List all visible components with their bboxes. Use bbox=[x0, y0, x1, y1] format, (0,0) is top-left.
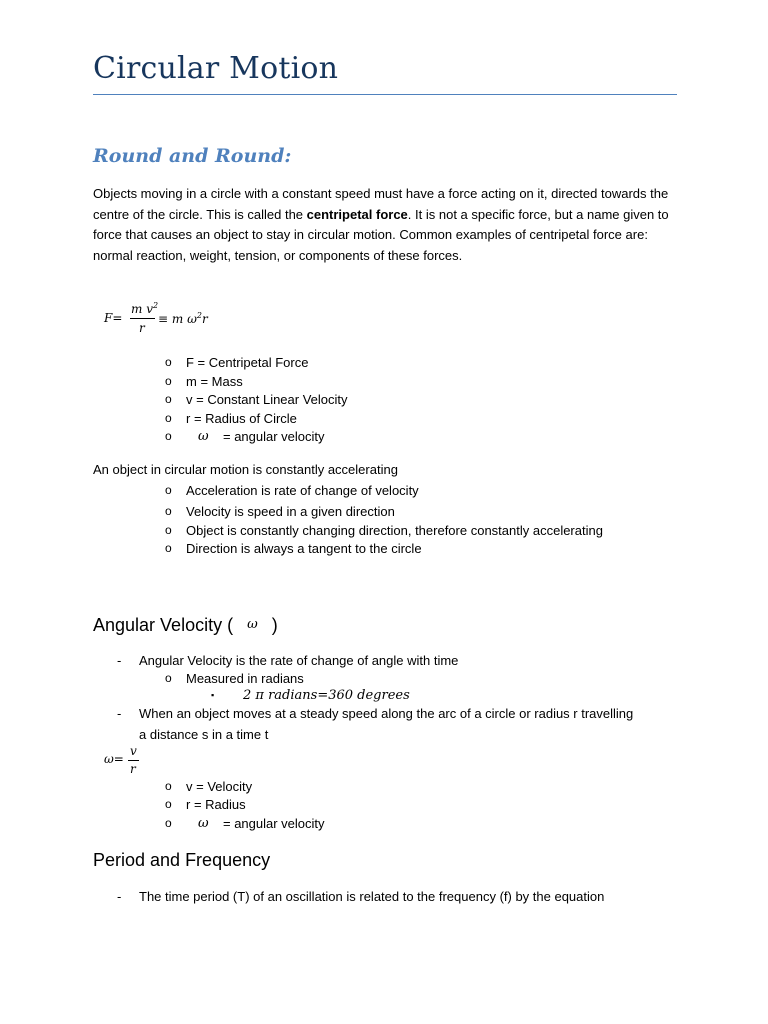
bullet-marker: o bbox=[165, 411, 172, 425]
accel-intro: An object in circular motion is constantly accelerating bbox=[93, 462, 398, 477]
def-item: m = Mass bbox=[186, 374, 243, 389]
accel-point: Direction is always a tangent to the circle bbox=[186, 541, 422, 556]
def-item: F = Centripetal Force bbox=[186, 355, 309, 370]
section-heading-period-frequency: Period and Frequency bbox=[93, 850, 271, 870]
bullet-marker: o bbox=[165, 429, 172, 443]
formula-numerator: m $v^2$ bbox=[131, 301, 159, 316]
formula-rhs: ≡ m $\omega^2r$ bbox=[158, 311, 208, 326]
intro-text-end: . It is not a specific force, but a name given to force that causes an object to stay in circular motion. Common examples of centripetal force are: normal reaction, weight, tension, or components of these forces. bbox=[93, 206, 669, 263]
dash-marker: - bbox=[117, 706, 122, 721]
bullet-marker: o bbox=[165, 779, 172, 793]
intro-bold-term: centripetal force bbox=[306, 206, 408, 222]
formula-lhs: F= bbox=[104, 311, 123, 325]
dash-marker: - bbox=[117, 653, 122, 668]
formula-lhs: ω= bbox=[104, 752, 124, 766]
intro-paragraph bbox=[93, 184, 683, 266]
formula-fraction-bar bbox=[128, 760, 139, 761]
bullet-marker: o bbox=[165, 671, 172, 685]
square-bullet: ▪ bbox=[211, 690, 215, 700]
angular-point-cont: a distance s in a time t bbox=[139, 727, 269, 742]
def-item: = angular velocity bbox=[223, 429, 325, 444]
def-item: v = Constant Linear Velocity bbox=[186, 392, 348, 407]
angular-subpoint: Measured in radians bbox=[186, 671, 304, 686]
period-point: The time period (T) of an oscillation is related to the frequency (f) by the equation bbox=[139, 889, 605, 904]
title-underline bbox=[93, 94, 677, 95]
radians-equation: 2 π radians=360 degrees bbox=[243, 688, 410, 703]
bullet-marker: o bbox=[165, 797, 172, 811]
dash-marker: - bbox=[117, 889, 122, 904]
angular-point: When an object moves at a steady speed along the arc of a circle or radius r travelling bbox=[139, 706, 634, 721]
omega-symbol: ω bbox=[247, 617, 258, 632]
def-item: r = Radius of Circle bbox=[186, 411, 297, 426]
bullet-marker: o bbox=[165, 374, 172, 388]
formula-numerator: v bbox=[130, 744, 137, 758]
omega-symbol: ω bbox=[198, 816, 209, 831]
bullet-marker: o bbox=[165, 816, 172, 830]
def-item: r = Radius bbox=[186, 797, 246, 812]
bullet-marker: o bbox=[165, 541, 172, 555]
def-item: v = Velocity bbox=[186, 779, 253, 794]
formula-fraction-bar bbox=[130, 318, 155, 319]
bullet-marker: o bbox=[165, 483, 172, 497]
section-heading-round: Round and Round: bbox=[93, 145, 292, 167]
formula-denominator: r bbox=[130, 762, 136, 776]
bullet-marker: o bbox=[165, 392, 172, 406]
formula-denominator: r bbox=[139, 321, 145, 335]
angular-point: Angular Velocity is the rate of change of angle with time bbox=[139, 653, 459, 668]
section-heading-angular-velocity: Angular Velocity ( ω ) bbox=[93, 615, 278, 635]
accel-point: Velocity is speed in a given direction bbox=[186, 504, 395, 519]
bullet-marker: o bbox=[165, 355, 172, 369]
omega-symbol: ω bbox=[198, 429, 209, 444]
page-title: Circular Motion bbox=[93, 51, 339, 86]
bullet-marker: o bbox=[165, 504, 172, 518]
def-item: = angular velocity bbox=[223, 816, 325, 831]
bullet-marker: o bbox=[165, 523, 172, 537]
intro-text-start: Objects moving in a circle with a constant speed must have a force acting on it, directed towards the centre of the circle. This is called the bbox=[93, 186, 669, 222]
accel-point: Acceleration is rate of change of velocity bbox=[186, 483, 419, 498]
accel-point: Object is constantly changing direction, therefore constantly accelerating bbox=[186, 523, 603, 538]
